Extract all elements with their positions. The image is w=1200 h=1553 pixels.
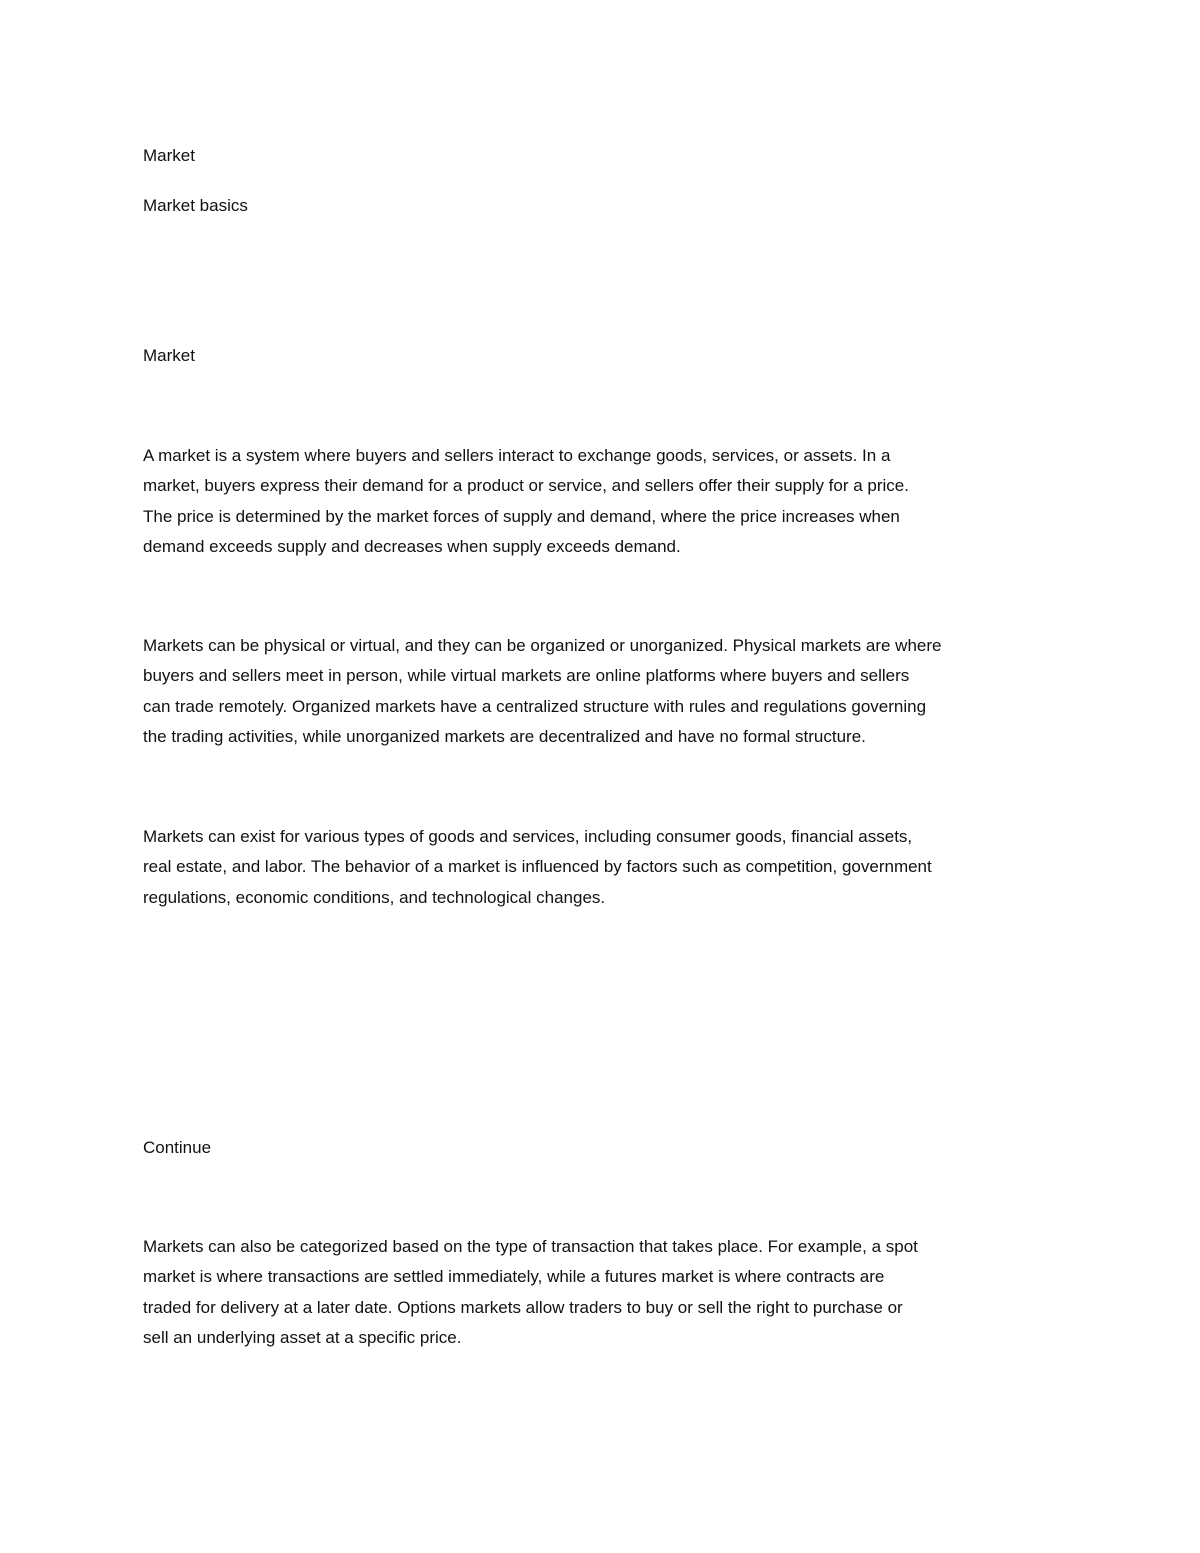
paragraph-line: can trade remotely. Organized markets have a centralized structure with rules and regulations governing — [143, 696, 927, 716]
paragraph-market-forms — [143, 631, 1073, 753]
paragraph-line: demand exceeds supply and decreases when supply exceeds demand. — [143, 537, 681, 557]
paragraph-line: traded for delivery at a later date. Options markets allow traders to buy or sell the right to purchase or — [143, 1297, 903, 1317]
paragraph-line: Markets can exist for various types of goods and services, including consumer goods, financial assets, — [143, 827, 913, 846]
section-heading: Market — [143, 346, 195, 365]
paragraph-transaction-types — [143, 1232, 1073, 1354]
document-title: Market — [143, 146, 195, 165]
paragraph-line: market is where transactions are settled immediately, while a futures market is where contracts are — [143, 1267, 885, 1287]
paragraph-line: sell an underlying asset at a specific price. — [143, 1328, 462, 1348]
paragraph-line: regulations, economic conditions, and technological changes. — [143, 887, 606, 907]
paragraph-market-types — [143, 822, 1073, 913]
paragraph-line: buyers and sellers meet in person, while virtual markets are online platforms where buyers and sellers — [143, 666, 910, 686]
paragraph-line: Markets can be physical or virtual, and they can be organized or unorganized. Physical markets are where — [143, 636, 942, 655]
paragraph-line: real estate, and labor. The behavior of a market is influenced by factors such as competition, government — [143, 857, 932, 877]
paragraph-line: A market is a system where buyers and sellers interact to exchange goods, services, or assets. In a — [143, 446, 891, 465]
paragraph-line: market, buyers express their demand for a product or service, and sellers offer their supply for a price. — [143, 476, 909, 496]
paragraph-line: the trading activities, while unorganized markets are decentralized and have no formal structure. — [143, 727, 866, 747]
paragraph-line: Markets can also be categorized based on the type of transaction that takes place. For example, a spot — [143, 1237, 918, 1256]
continue-heading: Continue — [143, 1138, 212, 1157]
document-subtitle: Market basics — [143, 196, 248, 215]
paragraph-line: The price is determined by the market forces of supply and demand, where the price increases when — [143, 506, 900, 526]
paragraph-market-definition — [143, 441, 1073, 563]
